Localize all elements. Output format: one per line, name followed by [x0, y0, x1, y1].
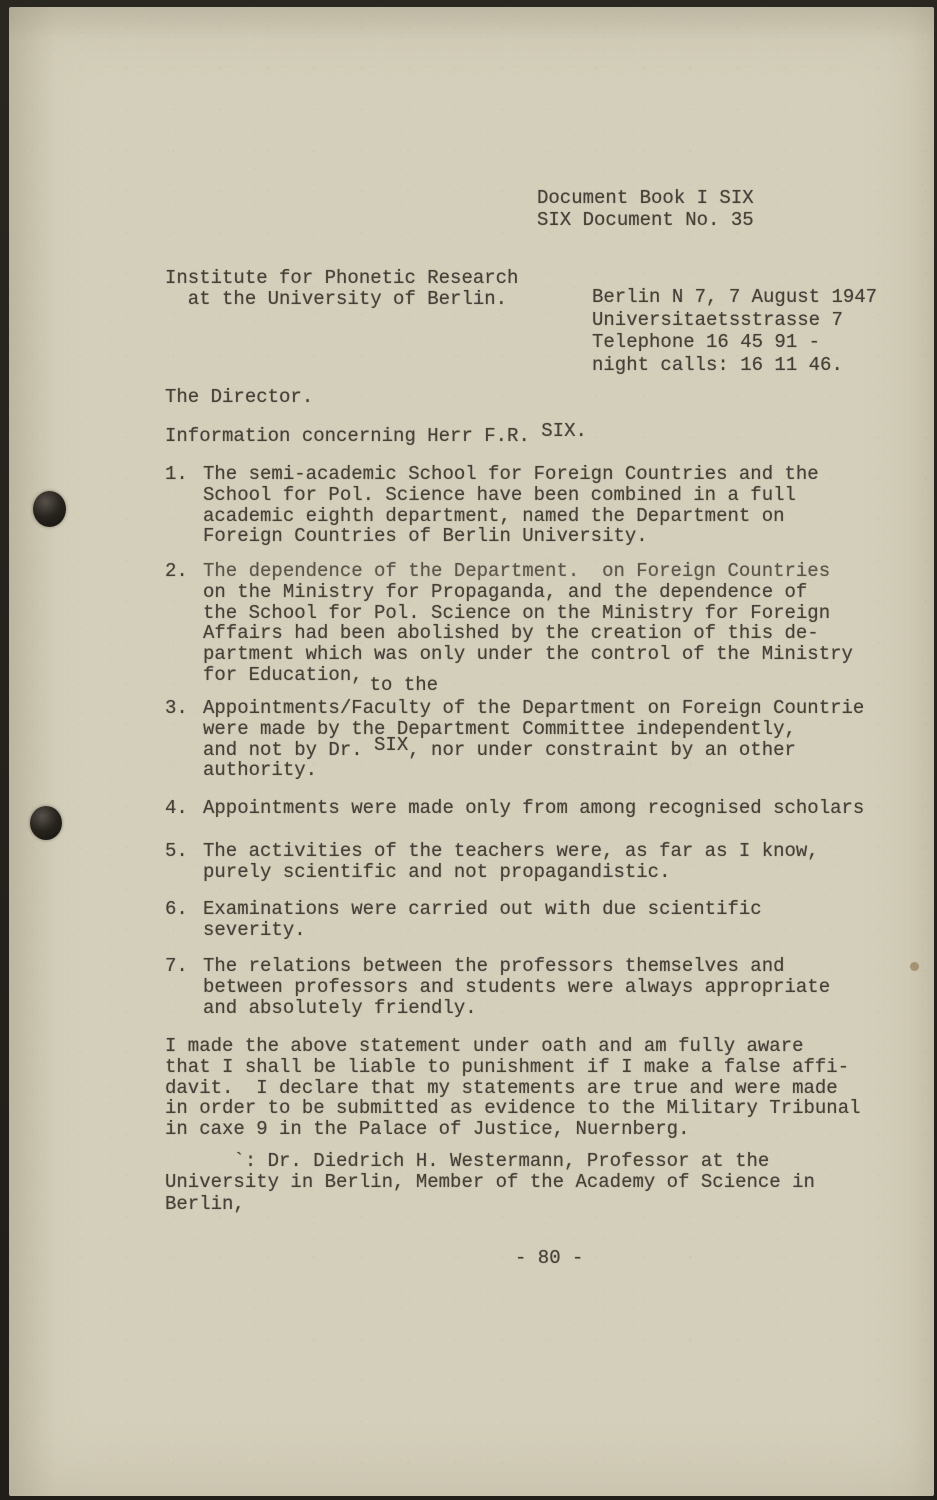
- text-line: purely scientific and not propagandistic.: [203, 860, 671, 883]
- item-number: 1.: [165, 463, 188, 485]
- item-number: 4.: [165, 797, 188, 819]
- list-item-4: [165, 798, 864, 819]
- text-line: [203, 733, 864, 761]
- text-line: on the Ministry for Propaganda, and the dependence of: [203, 580, 808, 603]
- list-item-3: [165, 698, 864, 781]
- item-number: 7.: [165, 955, 188, 977]
- inserted-correction: to the: [369, 673, 439, 696]
- dateline-line: Universitaetsstrasse 7: [592, 308, 843, 331]
- text-line: davit. I declare that my statements are true and were made: [165, 1076, 838, 1099]
- text-line: The relations between the professors themselves and: [203, 955, 785, 977]
- signature-block: [165, 1151, 815, 1215]
- raised-name: SIX: [374, 733, 409, 756]
- item-number: 6.: [165, 898, 188, 920]
- document-reference: [537, 187, 754, 231]
- subject-name: SIX.: [541, 420, 587, 442]
- item-number: 5.: [165, 840, 188, 862]
- text-line: academic eighth department, named the Department on: [203, 504, 785, 527]
- text-line: the School for Pol. Science on the Ministry for Foreign: [203, 601, 831, 624]
- subject-line: [165, 420, 587, 447]
- list-item-6: [165, 899, 762, 941]
- subject-text: [165, 420, 587, 447]
- line-segment: , nor under constraint by an other: [408, 738, 796, 761]
- text-line: in caxe 9 in the Palace of Justice, Nuernberg.: [165, 1118, 690, 1141]
- reference-line: Document Book I SIX: [537, 187, 754, 209]
- text-line: The activities of the teachers were, as far as I know,: [203, 840, 819, 862]
- text-line: I made the above statement under oath and am fully aware: [165, 1035, 804, 1057]
- text-line: partment which was only under the control of the Ministry: [203, 643, 853, 666]
- oath-paragraph: [165, 1036, 861, 1140]
- text-line: School for Pol. Science have been combined in a full: [203, 483, 796, 506]
- text-line: Appointments/Faculty of the Department on Foreign Countrie: [203, 697, 865, 719]
- dateline-line: Telephone 16 45 91 -: [592, 331, 821, 354]
- text-line: authority.: [203, 759, 318, 782]
- dateline-block: [592, 286, 877, 376]
- list-item-1: [165, 464, 819, 547]
- list-item-7: [165, 956, 830, 1018]
- reference-line: SIX Document No. 35: [537, 209, 754, 231]
- text-line: that I shall be liable to punishment if I make a false affi-: [165, 1055, 850, 1078]
- page-number: [515, 1248, 583, 1269]
- list-item-2: [165, 560, 853, 696]
- text-line: Appointments were made only from among recognised scholars: [203, 797, 865, 819]
- sender-line: at the University of Berlin.: [165, 287, 508, 310]
- signature-line: University in Berlin, Member of the Academy of Science in: [165, 1171, 815, 1194]
- list-item-5: [165, 841, 819, 883]
- sender-address: [165, 268, 518, 310]
- salutation-line: The Director.: [165, 386, 314, 408]
- text-line: in order to be submitted as evidence to the Military Tribunal: [165, 1097, 861, 1120]
- page-number-text: - 80 -: [515, 1247, 584, 1269]
- subject-prefix: Information concerning Herr F.R.: [165, 425, 542, 447]
- text-line: Affairs had been abolished by the creation of this de-: [203, 622, 819, 645]
- signature-line: Berlin,: [165, 1192, 245, 1215]
- text-line: Examinations were carried out with due scientific: [203, 898, 762, 920]
- text-line: Foreign Countries of Berlin University.: [203, 525, 648, 548]
- text-line: between professors and students were always appropriate: [203, 975, 831, 998]
- salutation: [165, 387, 313, 408]
- text-line: were made by the Department Committee independently,: [203, 717, 796, 740]
- signature-line: `: Dr. Diedrich H. Westermann, Professor at the: [165, 1150, 770, 1172]
- dateline-line: Berlin N 7, 7 August 1947: [592, 286, 878, 308]
- text-line: The semi-academic School for Foreign Countries and the: [203, 463, 819, 485]
- sender-line: Institute for Phonetic Research: [165, 267, 519, 289]
- dateline-line: night calls: 16 11 46.: [592, 353, 843, 376]
- text-line: and absolutely friendly.: [203, 996, 477, 1019]
- item-number: 2.: [165, 560, 188, 582]
- item-2-last-line: for Education,: [203, 663, 363, 686]
- text-line: The dependence of the Department. on Foreign Countries: [203, 560, 831, 582]
- text-line: [203, 663, 853, 696]
- item-number: 3.: [165, 697, 188, 719]
- text-line: severity.: [203, 918, 306, 941]
- line-segment: and not by Dr.: [203, 738, 375, 761]
